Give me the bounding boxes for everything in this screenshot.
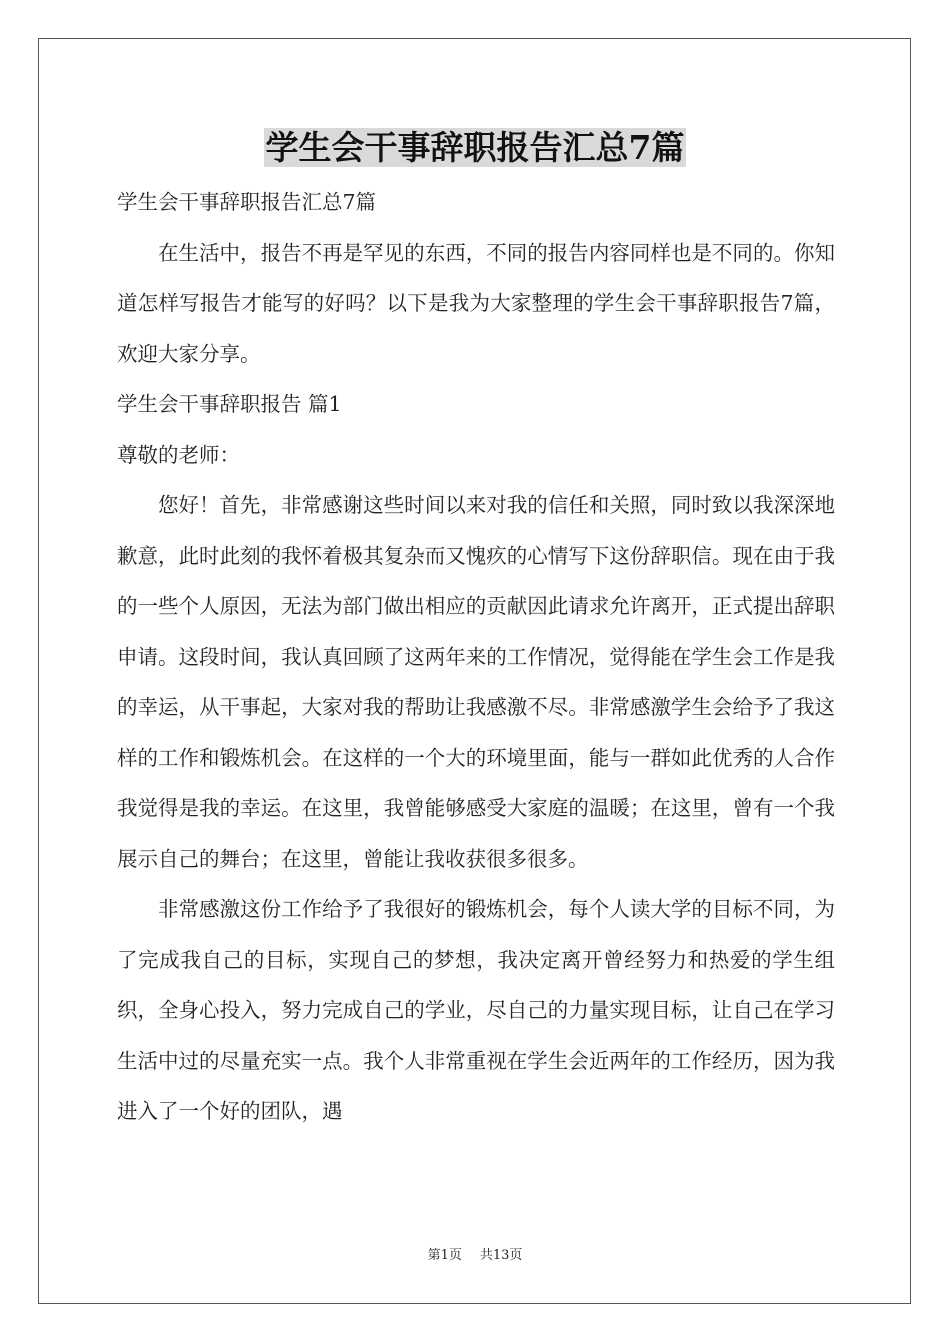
page-total: 共13页 [479, 1248, 523, 1263]
subtitle-line: 学生会干事辞职报告汇总7篇 [117, 190, 377, 214]
body-paragraph: 您好！首先，非常感谢这些时间以来对我的信任和关照，同时致以我深深地歉意，此时此刻的我怀着极其复杂而又愧疚的心情写下这份辞职信。现在由于我的一些个人原因，无法为部门做出相应的贡献因此请求允许离开，正式提出辞职申请。这段时间，我认真回顾了这两年来的工作情况，觉得能在学生会工作是我的幸运，从干事起，大家对我的帮助让我感激不尽。非常感激学生会给予了我这样的工作和锻炼机会。在这样的一个大的环境里面，能与一群如此优秀的人合作我觉得是我的幸运。在这里，我曾能够感受大家庭的温暖；在这里，曾有一个我展示自己的舞台；在这里，曾能让我收获很多很多。 [117, 493, 835, 871]
document-body [117, 177, 835, 1137]
intro-paragraph: 在生活中，报告不再是罕见的东西，不同的报告内容同样也是不同的。你知道怎样写报告才能写的好吗？以下是我为大家整理的学生会干事辞职报告7篇，欢迎大家分享。 [117, 240, 835, 366]
document-title-text: 学生会干事辞职报告汇总7篇 [265, 128, 685, 167]
salutation: 尊敬的老师： [117, 442, 240, 467]
page-footer [0, 1244, 950, 1263]
section-heading: 学生会干事辞职报告 篇1 [117, 392, 342, 416]
body-paragraph: 非常感激这份工作给予了我很好的锻炼机会，每个人读大学的目标不同，为了完成我自己的目标，实现自己的梦想，我决定离开曾经努力和热爱的学生组织，全身心投入，努力完成自己的学业，尽自己的力量实现目标，让自己在学习生活中过的尽量充实一点。我个人非常重视在学生会近两年的工作经历，因为我进入了一个好的团队，遇 [117, 897, 835, 1123]
document-title [0, 124, 950, 172]
page-number: 第1页 [427, 1248, 462, 1263]
